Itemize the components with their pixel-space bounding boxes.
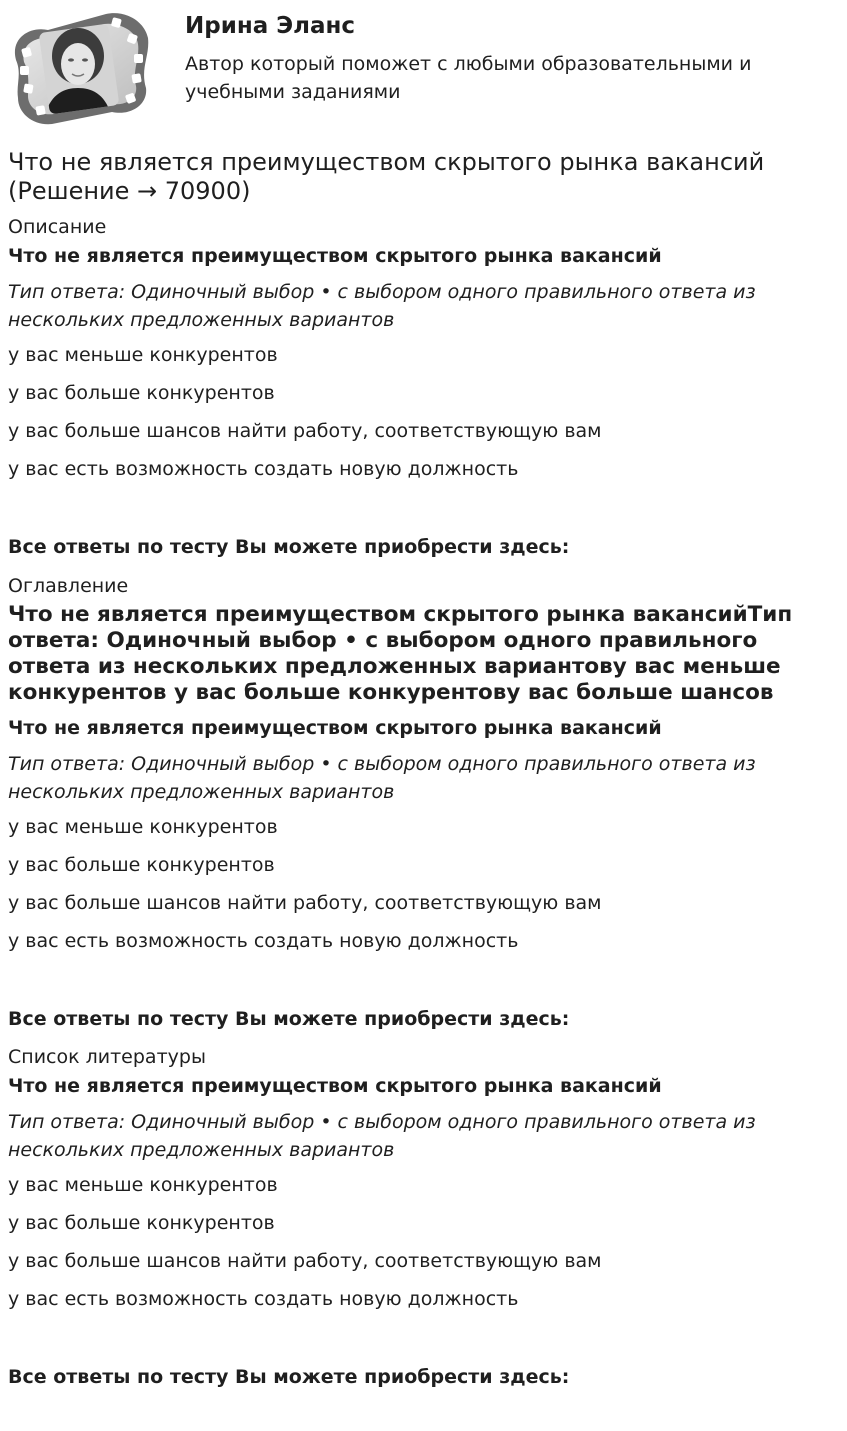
question-type: Тип ответа: Одиночный выбор • с выбором одного правильного ответа из нескольких предложенных вариантов [8, 1111, 756, 1161]
toc-heading: Что не является преимуществом скрытого рынка вакансийТип ответа: Одиночный выбор • с выбором одного правильного ответа из нескольких предложенных вариантову вас меньше конкурентов у вас больше конкурентову вас больше шансов [8, 602, 793, 705]
author-header [0, 0, 847, 140]
question-type: Тип ответа: Одиночный выбор • с выбором одного правильного ответа из нескольких предложенных вариантов [8, 753, 756, 803]
purchase-answers-link[interactable]: Все ответы по тесту Вы можете приобрести здесь: [8, 1366, 570, 1388]
answer-option: у вас есть возможность создать новую должность [8, 1288, 519, 1310]
answer-option: у вас меньше конкурентов [8, 1174, 278, 1196]
answer-option: у вас меньше конкурентов [8, 344, 278, 366]
question-title: Что не является преимуществом скрытого рынка вакансий [8, 1075, 662, 1097]
answer-option: у вас меньше конкурентов [8, 816, 278, 838]
answer-option: у вас больше шансов найти работу, соответствующую вам [8, 1250, 602, 1272]
toc-section [8, 574, 839, 1031]
answer-option: у вас больше шансов найти работу, соответствующую вам [8, 420, 602, 442]
author-description: Автор который поможет с любыми образовательными и учебными заданиями [185, 53, 752, 103]
answer-option: у вас больше конкурентов [8, 1212, 275, 1234]
page-title: Что не является преимуществом скрытого рынка вакансий (Решение → 70900) [8, 148, 765, 205]
bibliography-section [8, 1045, 839, 1389]
bibliography-label: Список литературы [8, 1046, 206, 1068]
question-title: Что не является преимуществом скрытого рынка вакансий [8, 717, 662, 739]
purchase-answers-link[interactable]: Все ответы по тесту Вы можете приобрести здесь: [8, 536, 570, 558]
answer-option: у вас больше шансов найти работу, соответствующую вам [8, 892, 602, 914]
question-type: Тип ответа: Одиночный выбор • с выбором одного правильного ответа из нескольких предложенных вариантов [8, 281, 756, 331]
author-name[interactable]: Ирина Эланс [185, 13, 356, 39]
toc-label: Оглавление [8, 575, 129, 597]
answer-option: у вас больше конкурентов [8, 382, 275, 404]
avatar-film-frame-image [8, 8, 150, 126]
avatar[interactable] [8, 8, 150, 126]
answer-option: у вас есть возможность создать новую должность [8, 458, 519, 480]
description-label: Описание [8, 216, 107, 238]
answer-option: у вас больше конкурентов [8, 854, 275, 876]
answer-option: у вас есть возможность создать новую должность [8, 930, 519, 952]
main-content [8, 148, 839, 1389]
description-section [8, 215, 839, 559]
question-title: Что не является преимуществом скрытого рынка вакансий [8, 245, 662, 267]
purchase-answers-link[interactable]: Все ответы по тесту Вы можете приобрести здесь: [8, 1008, 570, 1030]
